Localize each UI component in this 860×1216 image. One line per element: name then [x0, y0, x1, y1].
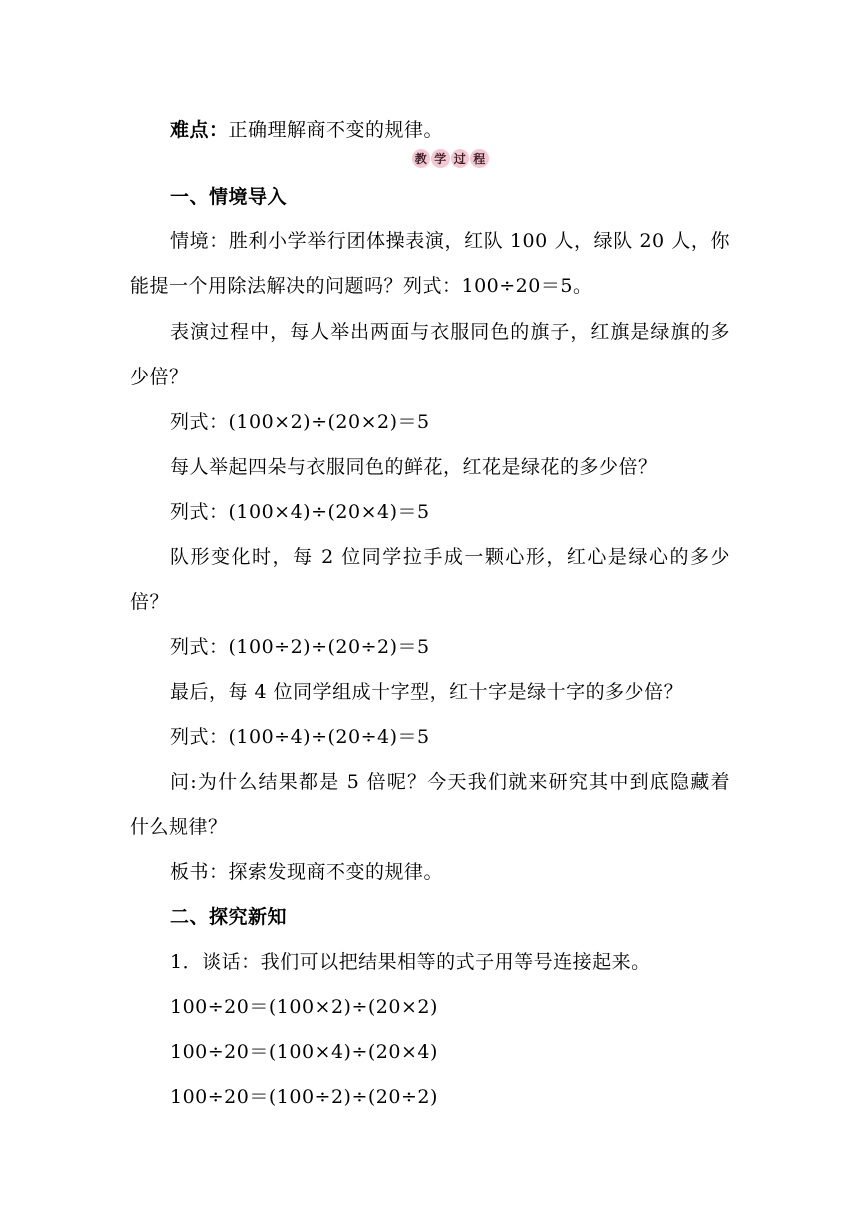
paragraph-scenario-line1: 情境：胜利小学举行团体操表演，红队 100 人，绿队 20 人，你 — [170, 230, 730, 252]
equation-3: 100÷20＝(100÷2)÷(20÷2) — [170, 1086, 438, 1108]
paragraph-hearts-line1: 队形变化时，每 2 位同学拉手成一颗心形，红心是绿心的多少 — [170, 546, 730, 568]
paragraph-board-note: 板书：探索发现商不变的规律。 — [170, 861, 444, 883]
teaching-process-banner — [411, 149, 489, 171]
item-1-talk: 1．谈话：我们可以把结果相等的式子用等号连接起来。 — [170, 951, 651, 973]
paragraph-flags-line1: 表演过程中，每人举出两面与衣服同色的旗子，红旗是绿旗的多 — [170, 321, 730, 343]
section1-title: 一、情境导入 — [170, 186, 288, 208]
difficulty-label: 难点： — [170, 119, 229, 141]
section2-title: 二、探究新知 — [170, 906, 288, 928]
banner-char: 教 — [412, 149, 431, 168]
formula-3: 列式：(100÷2)÷(20÷2)＝5 — [170, 636, 430, 658]
formula-4: 列式：(100÷4)÷(20÷4)＝5 — [170, 726, 430, 748]
paragraph-flowers: 每人举起四朵与衣服同色的鲜花，红花是绿花的多少倍？ — [170, 456, 658, 478]
paragraph-question-line2: 什么规律？ — [130, 816, 228, 838]
formula-1: 列式：(100×2)÷(20×2)＝5 — [170, 411, 430, 433]
banner-char: 学 — [431, 149, 450, 168]
difficulty-line — [170, 118, 443, 142]
banner-char: 程 — [470, 149, 489, 168]
paragraph-crosses: 最后，每 4 位同学组成十字型，红十字是绿十字的多少倍？ — [170, 681, 684, 703]
paragraph-hearts-line2: 倍？ — [130, 591, 170, 613]
difficulty-text: 正确理解商不变的规律。 — [228, 119, 444, 141]
paragraph-scenario-line2: 能提一个用除法解决的问题吗？列式：100÷20＝5。 — [130, 275, 593, 297]
paragraph-flags-line2: 少倍？ — [130, 366, 189, 388]
equation-1: 100÷20＝(100×2)÷(20×2) — [170, 996, 438, 1018]
equation-2: 100÷20＝(100×4)÷(20×4) — [170, 1041, 438, 1063]
banner-char: 过 — [451, 149, 470, 168]
formula-2: 列式：(100×4)÷(20×4)＝5 — [170, 501, 430, 523]
paragraph-question-line1: 问:为什么结果都是 5 倍呢？今天我们就来研究其中到底隐藏着 — [170, 771, 730, 793]
